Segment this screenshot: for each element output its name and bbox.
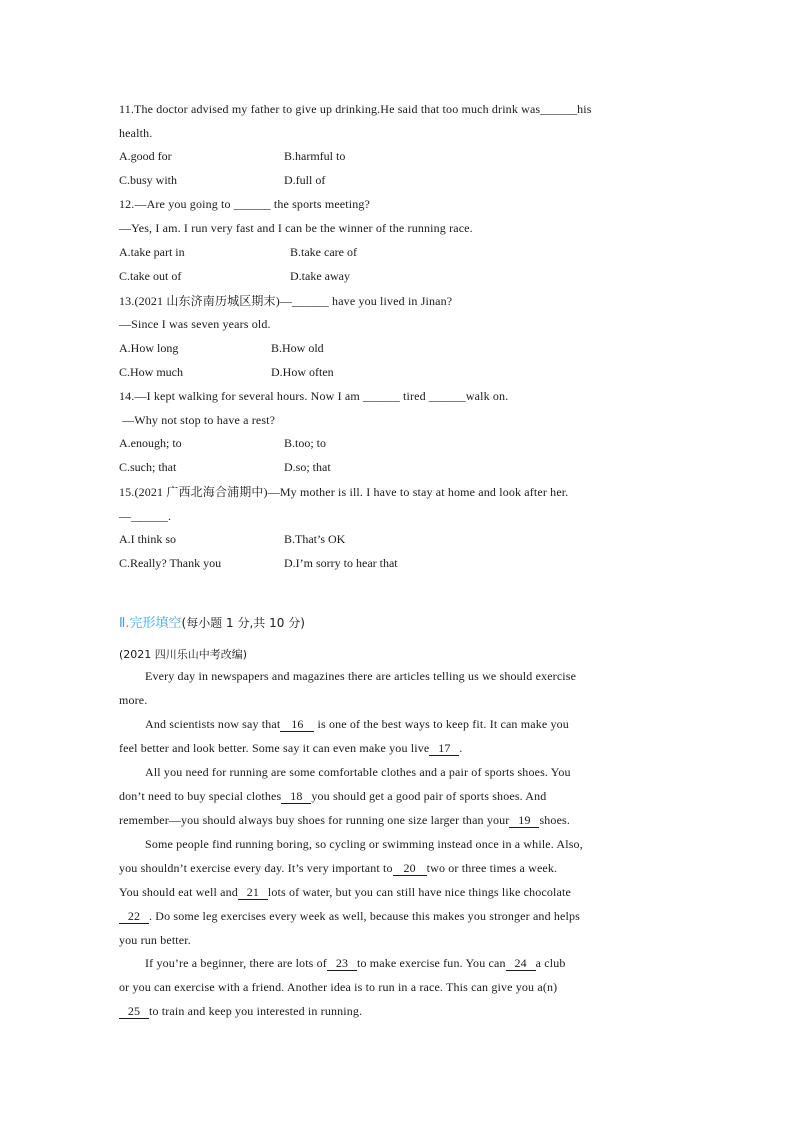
q15-stem-cont: —______.: [119, 509, 172, 523]
passage-text: If you’re a beginner, there are lots of: [145, 956, 327, 970]
passage-line: more.: [119, 693, 148, 707]
q11-stem: 11.The doctor advised my father to give up drinking.He said that too much drink was______his: [119, 102, 592, 116]
passage-text: . Do some leg exercises every week as well, because this makes you stronger and helps: [149, 909, 580, 923]
passage-line: Some people find running boring, so cycling or swimming instead once in a while. Also,: [145, 837, 583, 851]
passage-text: a club: [535, 956, 566, 970]
passage-text: And scientists now say that: [145, 717, 281, 731]
q13-stem-cont: —Since I was seven years old.: [119, 317, 271, 331]
passage-line: [145, 716, 679, 732]
passage-text: you shouldn’t exercise every day. It’s very important to: [119, 861, 393, 875]
passage-text: You should eat well and: [119, 885, 238, 899]
passage-text: don’t need to buy special clothes: [119, 789, 282, 803]
q11-option-a: A.good for: [119, 149, 172, 163]
blank-23[interactable]: 23: [327, 957, 357, 971]
blank-24[interactable]: 24: [506, 957, 536, 971]
passage-line: [119, 1003, 679, 1019]
passage-text: you should get a good pair of sports shoes. And: [311, 789, 547, 803]
blank-22[interactable]: 22: [119, 910, 149, 924]
q11-option-b: B.harmful to: [284, 149, 346, 163]
blank-16[interactable]: 16: [280, 718, 314, 732]
passage-text: two or three times a week.: [426, 861, 558, 875]
q14-option-d: D.so; that: [284, 460, 331, 474]
q13-stem: 13.(2021 山东济南历城区期末)—______ have you lived in Jinan?: [119, 294, 453, 308]
passage-text: remember—you should always buy shoes for running one size larger than your: [119, 813, 510, 827]
q15-option-d: D.I’m sorry to hear that: [284, 556, 398, 570]
q15-option-a: A.I think so: [119, 532, 176, 546]
q14-option-b: B.too; to: [284, 436, 327, 450]
q15-option-b: B.That’s OK: [284, 532, 346, 546]
q13-option-d: D.How often: [271, 365, 334, 379]
q14-option-a: A.enough; to: [119, 436, 182, 450]
passage-text: .: [459, 741, 463, 755]
passage-line: [119, 740, 679, 756]
q15-option-c: C.Really? Thank you: [119, 556, 222, 570]
blank-18[interactable]: 18: [281, 790, 311, 804]
passage-line: [119, 860, 679, 876]
blank-25[interactable]: 25: [119, 1005, 149, 1019]
passage-text: shoes.: [539, 813, 571, 827]
passage-line: Every day in newspapers and magazines there are articles telling us we should exercise: [145, 669, 577, 683]
q11-option-d: D.full of: [284, 173, 326, 187]
q13-option-c: C.How much: [119, 365, 183, 379]
passage-source: (2021 四川乐山中考改编): [119, 648, 248, 661]
passage-line: [119, 908, 679, 924]
blank-20[interactable]: 20: [393, 862, 427, 876]
q14-stem: 14.—I kept walking for several hours. Now I am ______ tired ______walk on.: [119, 389, 509, 403]
passage-line: [119, 812, 679, 828]
q12-option-c: C.take out of: [119, 269, 182, 283]
q14-stem-cont: —Why not stop to have a rest?: [119, 413, 276, 427]
q14-option-c: C.such; that: [119, 460, 177, 474]
section-score-note: (每小题 1 分,共 10 分): [181, 616, 305, 630]
q12-stem-cont: —Yes, I am. I run very fast and I can be the winner of the running race.: [119, 221, 473, 235]
q11-stem-cont: health.: [119, 126, 153, 140]
blank-21[interactable]: 21: [238, 886, 268, 900]
passage-text: to train and keep you interested in running.: [149, 1004, 363, 1018]
passage-text: feel better and look better. Some say it can even make you live: [119, 741, 430, 755]
passage-line: you run better.: [119, 933, 191, 947]
passage-line: All you need for running are some comfortable clothes and a pair of sports shoes. You: [145, 765, 571, 779]
blank-17[interactable]: 17: [429, 742, 459, 756]
passage-text: to make exercise fun. You can: [356, 956, 506, 970]
passage-line: [145, 955, 679, 971]
q12-option-a: A.take part in: [119, 245, 185, 259]
passage-line: [119, 884, 679, 900]
q12-stem: 12.—Are you going to ______ the sports meeting?: [119, 197, 371, 211]
passage-text: lots of water, but you can still have nice things like chocolate: [267, 885, 571, 899]
blank-19[interactable]: 19: [509, 814, 539, 828]
q13-option-a: A.How long: [119, 341, 179, 355]
passage-text: is one of the best ways to keep fit. It can make you: [314, 717, 569, 731]
passage-line: [119, 788, 679, 804]
q15-stem: 15.(2021 广西北海合浦期中)—My mother is ill. I have to stay at home and look after her.: [119, 485, 569, 499]
passage-line: or you can exercise with a friend. Another idea is to run in a race. This can give you a(n): [119, 980, 558, 994]
q12-option-b: B.take care of: [290, 245, 357, 259]
q13-option-b: B.How old: [271, 341, 324, 355]
q11-option-c: C.busy with: [119, 173, 178, 187]
section-heading: [119, 612, 305, 631]
q12-option-d: D.take away: [290, 269, 350, 283]
section-title: Ⅱ.完形填空: [119, 616, 182, 631]
